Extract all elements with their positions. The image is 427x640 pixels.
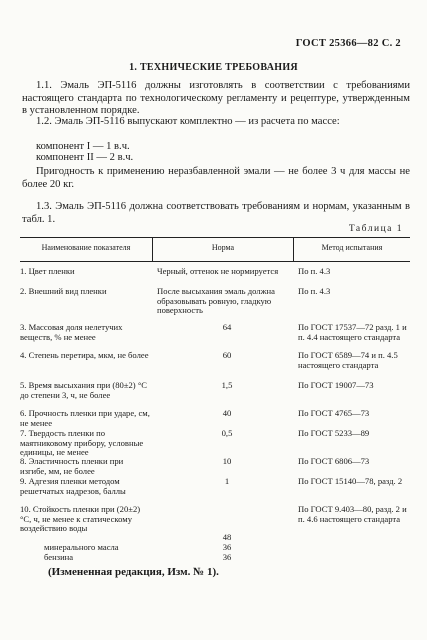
component-1: компонент I — 1 в.ч. (36, 141, 130, 152)
row-name: 3. Массовая доля нелетучих веществ, % не менее (20, 322, 123, 342)
row-method: По ГОСТ 6589—74 и п. 4.5 настоящего стандарта (298, 350, 398, 370)
row-method: По ГОСТ 19007—73 (298, 380, 374, 390)
row-norm: 48 (222, 532, 232, 542)
section-title: 1. ТЕХНИЧЕСКИЕ ТРЕБОВАНИЯ (129, 62, 298, 73)
row-method: По ГОСТ 9.403—80, разд. 2 и п. 4.6 настоящего стандарта (298, 504, 407, 524)
row-method: По ГОСТ 15140—78, разд. 2 (298, 476, 403, 486)
row-norm: Черный, оттенок не нормируется (157, 266, 279, 276)
row-method: По ГОСТ 4765—73 (298, 408, 370, 418)
table-header-rule (20, 261, 410, 262)
row-method: По ГОСТ 17537—72 разд. 1 и п. 4.4 настоящего стандарта (298, 322, 407, 342)
row-name: 9. Адгезия пленки методом решетчатых надрезов, баллы (20, 476, 126, 496)
row-norm: 0,5 (221, 428, 233, 438)
paragraph-1-3: 1.3. Эмаль ЭП-5116 должна соответствовать требованиям и нормам, указанным в табл. 1. (22, 201, 410, 225)
row-method: По п. 4.3 (298, 266, 331, 276)
row-method: По ГОСТ 6806—73 (298, 456, 370, 466)
row-name: 8. Эластичность пленки при изгибе, мм, не более (20, 456, 124, 476)
row-name: 1. Цвет пленки (20, 266, 75, 276)
row-name: 6. Прочность пленки при ударе, см, не менее (20, 408, 150, 428)
row-name: 2. Внешний вид пленки (20, 286, 107, 296)
row-norm: 64 (222, 322, 232, 332)
paragraph-1-2: 1.2. Эмаль ЭП-5116 выпускают комплектно — из расчета по массе: (36, 116, 340, 127)
paragraph-applicability: Пригодность к применению неразбавленной эмали — не более 3 ч для массы не более 20 кг. (22, 166, 410, 190)
row-norm: 60 (222, 350, 232, 360)
row-norm: 1,5 (221, 380, 233, 390)
row-norm: 36 (222, 552, 232, 562)
row-norm: 36 (222, 542, 232, 552)
row-name: 4. Степень перетира, мкм, не более (20, 350, 149, 360)
table-header-norm: Норма (211, 243, 235, 252)
paragraph-1-1: 1.1. Эмаль ЭП-5116 должны изготовлять в соответствии с требованиями настоящего стандарта по технологическому регламенту и рецептуре, утвержденным в установленном порядке. (22, 80, 410, 117)
table-header-method: Метод испытания (321, 243, 383, 252)
row-norm: 1 (224, 476, 230, 486)
component-2: компонент II — 2 в.ч. (36, 152, 134, 163)
row-name: 5. Время высыхания при (80±2) °С до степени 3, ч, не более (20, 380, 147, 400)
row-method: По п. 4.3 (298, 286, 331, 296)
row-name: минерального масла (44, 542, 119, 552)
row-norm: 40 (222, 408, 232, 418)
row-name: бензина (44, 552, 74, 562)
table-header-name: Наименование показателя (41, 243, 131, 252)
row-name: 7. Твердость пленки по маятниковому прибору, условные единицы, не менее (20, 428, 144, 458)
row-method: По ГОСТ 5233—89 (298, 428, 370, 438)
table-top-rule (20, 237, 410, 238)
row-norm: После высыхания эмаль должна образовывать ровную, гладкую поверхность (157, 286, 275, 316)
page-header: ГОСТ 25366—82 С. 2 (295, 38, 401, 49)
row-name: 10. Стойкость пленки при (20±2) °С, ч, не менее к статическому воздействию воды (20, 504, 141, 534)
row-norm: 10 (222, 456, 232, 466)
amendment-note: (Измененная редакция, Изм. № 1). (48, 566, 219, 578)
table-caption: Таблица 1 (348, 224, 403, 234)
